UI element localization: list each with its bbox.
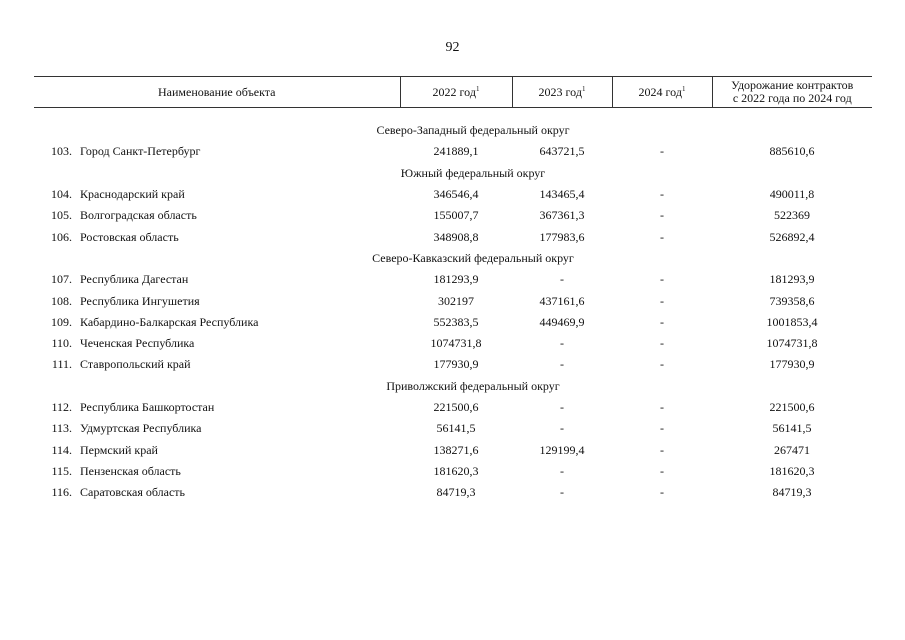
value-2024: - [660,400,664,414]
object-name: Чеченская Республика [80,336,195,351]
value-total: 490011,8 [769,187,815,202]
header-2024: 2024 год$^1$ [612,77,712,108]
value-2024: - [660,272,664,287]
row-number: 104. [51,187,72,202]
header-object-name: Наименование объекта [34,77,400,108]
value-2023: - [560,336,564,351]
section-header-row [34,120,872,141]
table-row [34,397,872,418]
value-2023: - [560,463,564,478]
section-title: Южный федеральный округ [400,165,546,180]
object-name: Пермский край [80,442,158,457]
value-2023: 643721,5 [539,144,585,159]
section-header-row [34,376,872,397]
table-row [34,205,872,226]
value-2022: 552383,5 [433,314,479,329]
value-2024: - [660,442,664,457]
page-number: 92 [445,40,460,55]
section-title: Приволжский федеральный округ [386,378,560,393]
value-2022: 56141,5 [436,421,476,436]
row-number: 106. [51,229,72,244]
value-2023: 437161,6 [539,293,585,308]
object-name: Республика Башкортостан [80,400,215,414]
value-total: 1001853,4 [766,314,818,329]
value-2022: 241889,1 [433,144,479,159]
value-2022: 84719,3 [436,485,476,500]
object-name: Саратовская область [80,485,186,500]
footnote-mark: 1 [475,84,480,93]
value-total: 221500,6 [769,400,815,414]
value-total: 885610,6 [769,144,815,159]
value-2024: - [660,314,664,329]
value-total: 1074731,8 [766,336,818,351]
header-2023: 2023 год$^1$ [512,77,612,108]
table-row [34,482,872,503]
value-2022: 181620,3 [433,463,479,478]
section-header-row [34,163,872,184]
object-name: Республика Дагестан [80,272,189,287]
value-total: 84719,3 [772,485,812,500]
table-row [34,312,872,333]
object-name: Республика Ингушетия [80,293,200,308]
object-name: Краснодарский край [80,187,185,202]
value-2023: 129199,4 [539,442,585,457]
value-2024: - [660,229,664,244]
value-2023: - [560,357,564,372]
value-2024: - [660,187,664,202]
value-2022: 348908,8 [433,229,479,244]
table-row [34,184,872,205]
row-number: 111. [51,357,72,372]
value-2024: - [660,485,664,500]
table-row [34,461,872,482]
value-2023: 367361,3 [539,208,585,223]
row-number: 113. [51,421,72,436]
row-number: 112. [51,400,72,414]
value-2022: 1074731,8 [430,336,482,351]
table-row [34,439,872,460]
row-number: 105. [51,208,72,223]
row-number: 116. [51,485,72,500]
row-number: 103. [51,144,72,159]
object-name: Удмуртская Республика [80,421,202,436]
section-title: Северо-Западный федеральный округ [376,123,570,138]
value-2023: - [560,421,564,436]
value-total: 739358,6 [769,293,815,308]
footnote-mark: 1 [681,84,686,93]
table-row [34,418,872,439]
value-2022: 177930,9 [433,357,479,372]
value-total: 56141,5 [772,421,812,436]
table-body [34,108,872,504]
table-row [34,354,872,375]
table-row [34,333,872,354]
object-name: Волгоградская область [80,208,197,223]
value-2024: - [660,293,664,308]
value-2022: 155007,7 [433,208,479,223]
value-2024: - [660,208,664,223]
value-total: 181293,9 [769,272,815,287]
value-2024: - [660,463,664,478]
value-2024: - [660,421,664,436]
row-number: 110. [51,336,72,351]
value-2023: 449469,9 [539,314,585,329]
row-number: 107. [51,272,72,287]
value-total: 526892,4 [769,229,815,244]
value-2023: - [560,400,564,414]
value-total: 181620,3 [769,463,815,478]
value-total: 177930,9 [769,357,815,372]
value-2022: 138271,6 [433,442,479,457]
value-2022: 302197 [438,293,474,308]
object-name: Пензенская область [80,463,181,478]
value-2022: 181293,9 [433,272,479,287]
object-name: Кабардино-Балкарская Республика [80,314,259,329]
row-number: 114. [51,442,72,457]
section-header-row [34,248,872,269]
value-total: 522369 [774,208,810,223]
row-number: 109. [51,314,72,329]
value-total: 267471 [774,442,810,457]
object-name: Ставропольский край [80,357,191,372]
value-2023: 177983,6 [539,229,585,244]
value-2023: - [560,272,564,287]
value-2023: - [560,485,564,500]
row-number: 115. [51,463,72,478]
object-name: Ростовская область [80,229,179,244]
value-2024: - [660,357,664,372]
table-row [34,290,872,311]
value-2022: 221500,6 [433,400,479,414]
value-2024: - [660,144,664,159]
table-row [34,141,872,162]
cost-table [34,76,872,503]
table-row [34,226,872,247]
header-total: Удорожание контрактов с 2022 года по 2024 год [712,77,872,108]
value-2023: 143465,4 [539,187,585,202]
row-number: 108. [51,293,72,308]
object-name: Город Санкт-Петербург [80,144,201,159]
table-row [34,269,872,290]
value-2024: - [660,336,664,351]
table-header-row [34,77,872,108]
value-2022: 346546,4 [433,187,479,202]
header-2022: 2022 год$^1$ [400,77,512,108]
section-title: Северо-Кавказский федеральный округ [372,250,574,265]
footnote-mark: 1 [581,84,586,93]
